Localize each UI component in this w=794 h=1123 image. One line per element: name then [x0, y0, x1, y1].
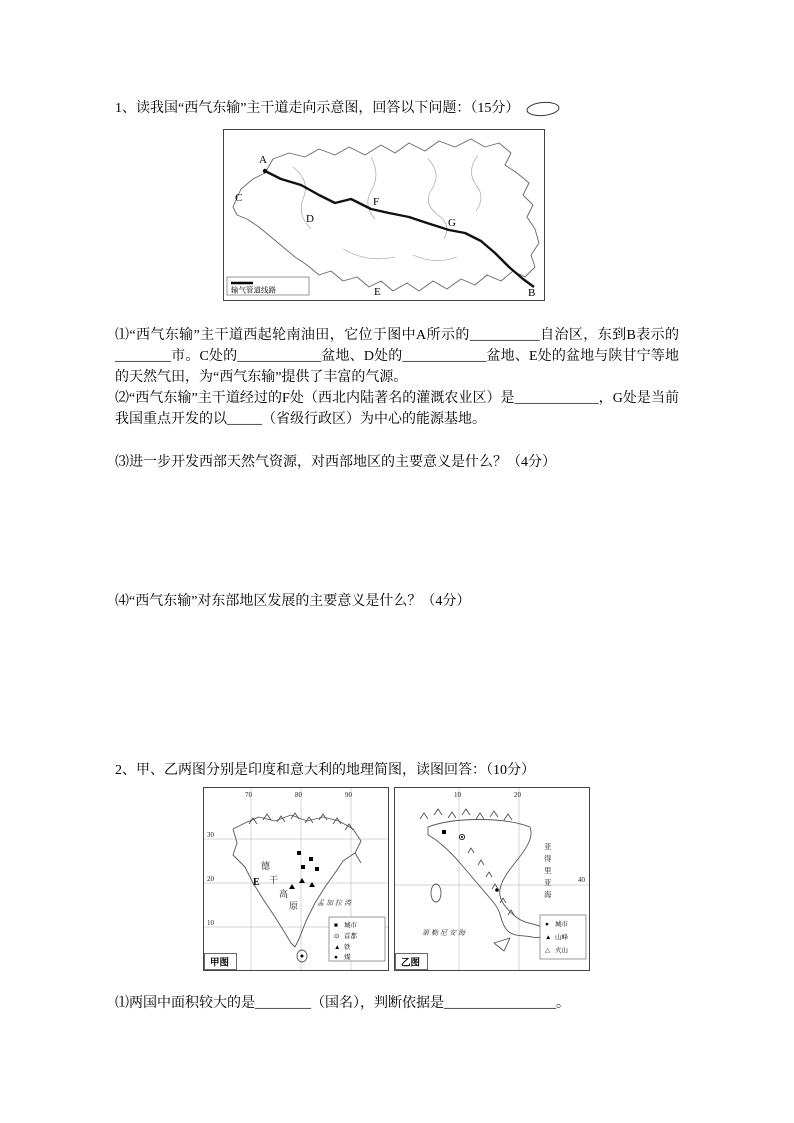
jia-legend-label-city: 城市 [344, 922, 357, 929]
map-jia-legend [329, 917, 385, 961]
jia-legend-sym-coal: ● [334, 954, 338, 961]
map-jia-caption [205, 954, 237, 970]
point-a-label: A [259, 154, 267, 166]
yi-lat-40: 40 [578, 876, 585, 884]
exam-content [115, 98, 679, 1014]
yi-legend-label-volcano: 火山 [555, 947, 568, 954]
svg-text:亚: 亚 [544, 878, 552, 887]
svg-text:里: 里 [544, 866, 552, 875]
jia-legend-label-coal: 煤 [344, 954, 351, 961]
svg-text:亚: 亚 [544, 842, 552, 851]
q1-title-row [115, 98, 679, 119]
pipeline-map [223, 129, 545, 301]
jia-lon-70: 70 [245, 791, 252, 799]
jia-legend-sym-iron: ▲ [334, 944, 341, 951]
svg-text:海: 海 [544, 890, 552, 899]
yi-legend-sym-peak: ▲ [545, 934, 552, 941]
jia-lat-10: 10 [207, 919, 214, 927]
jia-lat-20: 20 [207, 875, 214, 883]
jia-lat-30: 30 [207, 831, 214, 839]
jia-legend-sym-city: ■ [334, 922, 338, 929]
plateau-char-2: 干 [269, 875, 279, 885]
map-yi-italy [394, 787, 590, 971]
point-b-label: B [528, 287, 536, 299]
yi-legend-sym-city: ● [545, 921, 549, 928]
svg-text:得: 得 [544, 854, 552, 863]
bay-of-bengal-label: 孟加拉湾 [317, 899, 353, 907]
jia-lon-80: 80 [295, 791, 302, 799]
pipeline-map-legend [227, 277, 309, 295]
q1-sub2: ⑵“西气东输”主干道经过的F处（西北内陆著名的灌溉农业区）是____________，G处是当前我国重点开发的以_____（省级行政区）为中心的能源基地。 [115, 391, 679, 427]
handwritten-circle-mark [523, 100, 563, 118]
country-maps [203, 787, 679, 971]
yi-lon-10: 10 [454, 791, 461, 799]
q2-title: 2、甲、乙两图分别是印度和意大利的地理简图，读图回答：（10分） [115, 763, 535, 778]
map-yi-caption [396, 954, 428, 970]
jia-legend-label-capital: 首都 [344, 933, 357, 940]
q1-sub1: ⑴“西气东输”主干道西起轮南油田，它位于图中A所示的__________自治区，东到B表示的________市。C处的____________盆地、D处的____________盆地、E处的盆地与陕甘宁等地的天然气田，为“西气东输”提供了丰富的气源。 [115, 328, 679, 385]
plateau-char-4: 原 [289, 901, 299, 911]
q1-sub3: ⑶进一步开发西部天然气资源，对西部地区的主要意义是什么？（4分） [115, 455, 556, 470]
yi-legend-sym-volcano: △ [545, 947, 550, 954]
yi-lon-20: 20 [514, 791, 521, 799]
svg-text:甲图: 甲图 [210, 958, 230, 969]
pipeline-map-frame [224, 130, 545, 301]
q1-sub4: ⑷“西气东输”对东部地区发展的主要意义是什么？（4分） [115, 594, 471, 609]
svg-text:乙图: 乙图 [401, 958, 421, 969]
jia-lon-90: 90 [345, 791, 352, 799]
point-e-india-label: E [253, 877, 260, 888]
q2-sub1: ⑴两国中面积较大的是________（国名），判断依据是________________。 [115, 996, 570, 1011]
point-c-label: C [235, 192, 243, 204]
jia-legend-label-iron: 铁 [344, 944, 351, 951]
q1-title: 1、读我国“西气东输”主干道走向示意图，回答以下问题：（15分） [115, 101, 520, 116]
point-e-label: E [374, 286, 381, 298]
yi-legend-label-city: 城市 [555, 921, 568, 928]
tyrrhenian-sea-label: 第勒尼安海 [422, 929, 467, 937]
point-f-label: F [373, 196, 380, 208]
yi-legend-label-peak: 山峰 [555, 934, 568, 941]
jia-legend-sym-capital: ⊙ [334, 933, 340, 940]
map-jia-india [203, 787, 389, 971]
plateau-char-3: 高 [279, 889, 289, 899]
map-yi-legend [540, 915, 586, 959]
point-g-label: G [448, 217, 456, 229]
point-d-label: D [306, 213, 314, 225]
plateau-char-1: 德 [261, 861, 271, 871]
pipeline-legend-label: 输气管道线路 [231, 285, 276, 295]
adriatic-sea-label [544, 842, 552, 899]
